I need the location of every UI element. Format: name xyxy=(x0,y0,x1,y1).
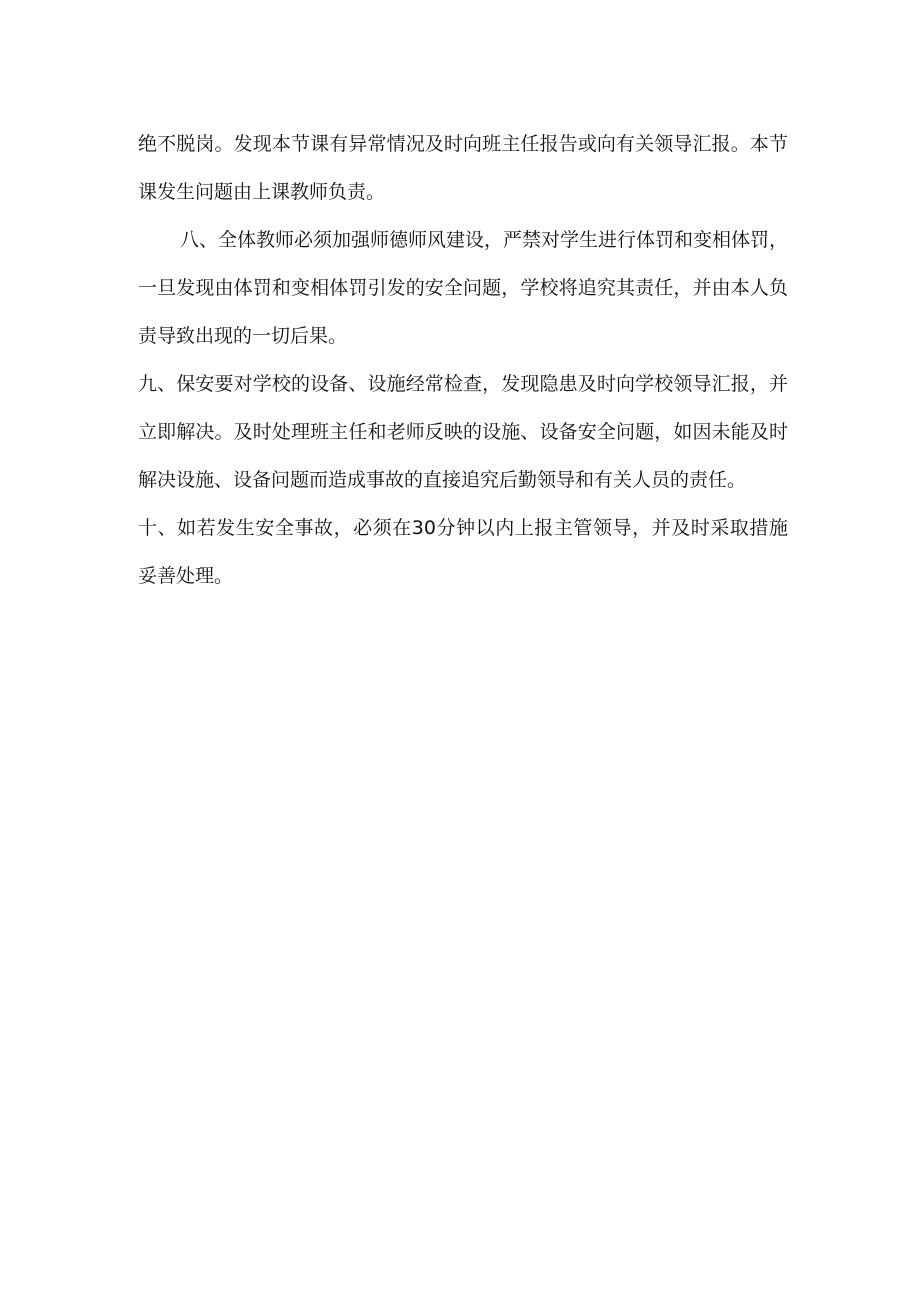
document-body xyxy=(138,120,788,600)
paragraph-item-8: 八、全体教师必须加强师德师风建设，严禁对学生进行体罚和变相体罚，一旦发现由体罚和变相体罚引发的安全问题，学校将追究其责任，并由本人负责导致出现的一切后果。 xyxy=(138,229,789,347)
paragraph-item-10: 十、如若发生安全事故，必须在30分钟以内上报主管领导，并及时采取措施妥善处理。 xyxy=(138,517,788,587)
paragraph-item-9: 九、保安要对学校的设备、设施经常检查，发现隐患及时向学校领导汇报，并立即解决。及时处理班主任和老师反映的设施、设备安全问题，如因未能及时解决设施、设备问题而造成事故的直接追究后勤领导和有关人员的责任。 xyxy=(138,373,788,491)
paragraph-continuation: 绝不脱岗。发现本节课有异常情况及时向班主任报告或向有关领导汇报。本节课发生问题由上课教师负责。 xyxy=(138,133,788,203)
